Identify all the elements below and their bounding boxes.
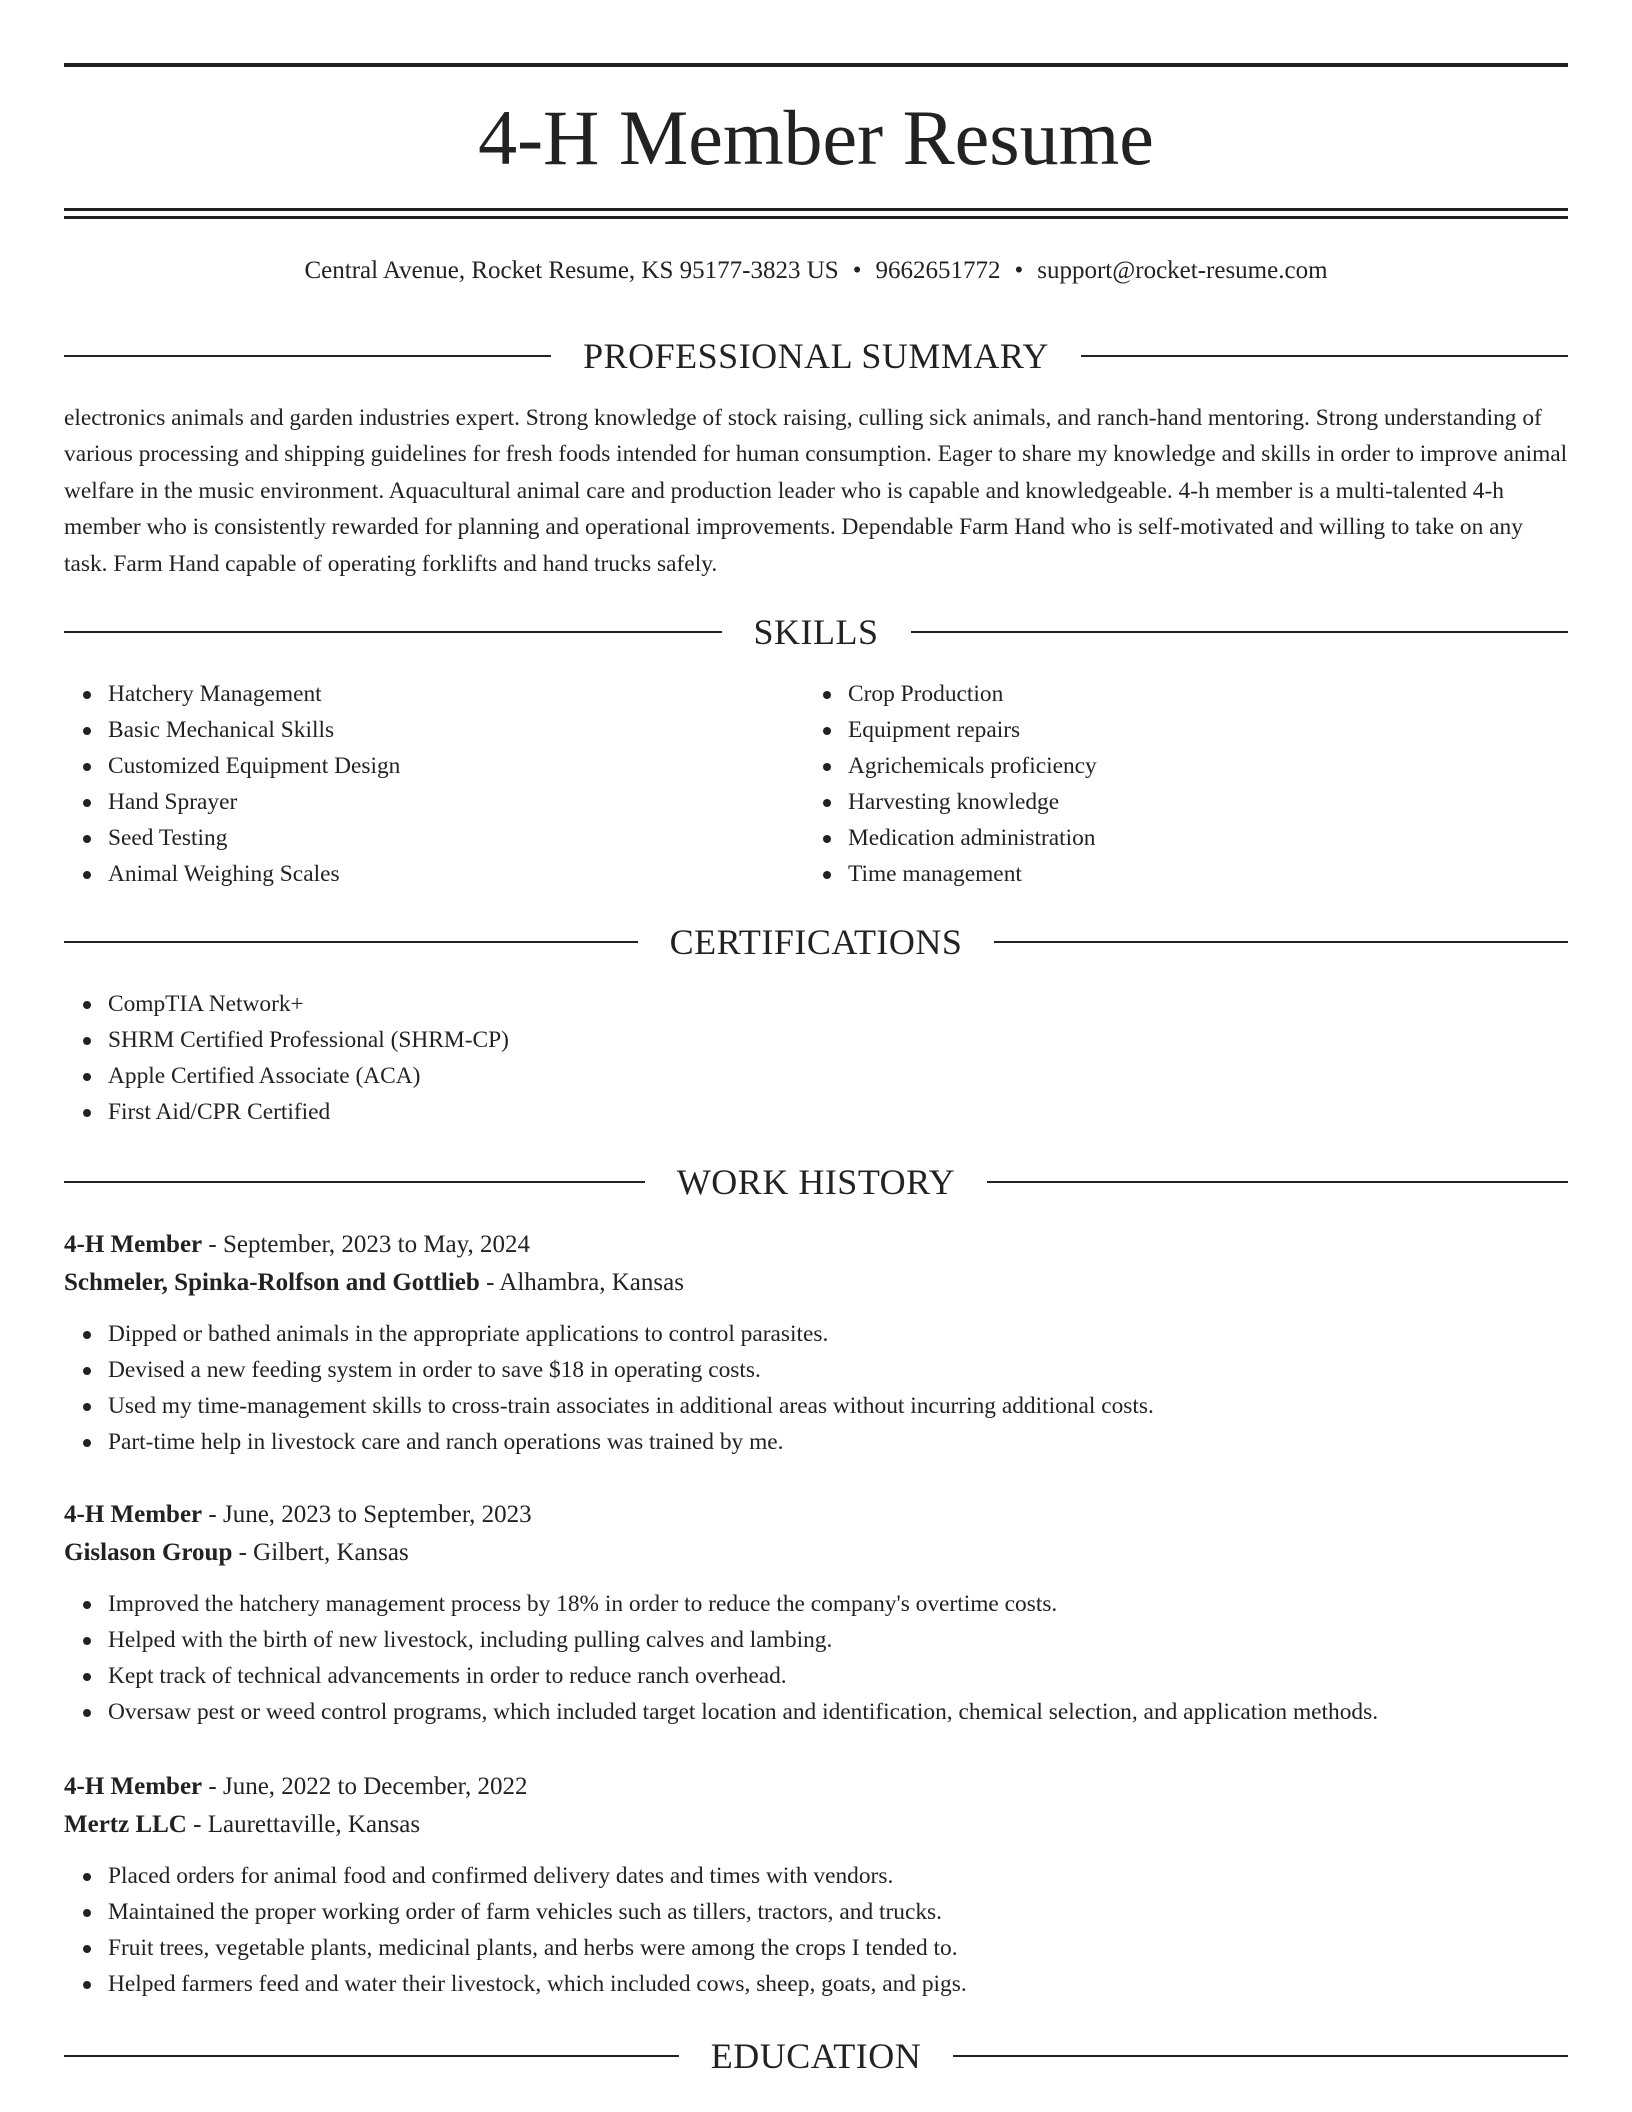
job-company: Gislason Group: [64, 1539, 233, 1566]
job-duty: Devised a new feeding system in order to save $18 in operating costs.: [108, 1352, 1568, 1388]
section-title-skills: SKILLS: [753, 612, 879, 652]
job-duty: Maintained the proper working order of farm vehicles such as tillers, tractors, and trucks.: [108, 1894, 1568, 1930]
job-duty: Part-time help in livestock care and ranch operations was trained by me.: [108, 1424, 1568, 1460]
job-company: Mertz LLC: [64, 1811, 187, 1838]
skill-item: Medication administration: [848, 820, 1612, 856]
section-rule-left: [64, 631, 722, 633]
job-duty: Helped with the birth of new livestock, including pulling calves and lambing.: [108, 1622, 1568, 1658]
job-location: - Gilbert, Kansas: [232, 1539, 409, 1566]
contact-address: Central Avenue, Rocket Resume, KS 95177-3823 US: [304, 257, 839, 284]
job-title-line: [64, 1226, 1568, 1264]
job-duty: Oversaw pest or weed control programs, which included target location and identification, chemical selection, and application methods.: [108, 1694, 1568, 1730]
job-title: 4-H Member: [64, 1501, 203, 1528]
certification-item: First Aid/CPR Certified: [108, 1094, 1612, 1130]
skills-list-right: [804, 676, 1612, 892]
skill-item: Animal Weighing Scales: [108, 856, 848, 892]
section-title-education: EDUCATION: [710, 2036, 922, 2076]
job-entry: [64, 1496, 1568, 1730]
certifications-list: [64, 986, 1612, 1130]
section-title-work-history: WORK HISTORY: [676, 1162, 956, 1202]
job-duties-list: [64, 1586, 1568, 1730]
job-duties-list: [64, 1858, 1568, 2002]
job-title-line: [64, 1496, 1568, 1534]
contact-separator: •: [1014, 257, 1024, 284]
skills-list-left: [64, 676, 848, 892]
skill-item: Customized Equipment Design: [108, 748, 848, 784]
job-duty: Kept track of technical advancements in order to reduce ranch overhead.: [108, 1658, 1568, 1694]
job-duty: Helped farmers feed and water their livestock, which included cows, sheep, goats, and pigs.: [108, 1966, 1568, 2002]
skill-item: Equipment repairs: [848, 712, 1612, 748]
resume-title: 4-H Member Resume: [478, 94, 1154, 181]
job-location: - Laurettaville, Kansas: [186, 1811, 421, 1838]
skill-item: Crop Production: [848, 676, 1612, 712]
certification-item: SHRM Certified Professional (SHRM-CP): [108, 1022, 1612, 1058]
skill-item: Hatchery Management: [108, 676, 848, 712]
contact-separator: •: [852, 257, 862, 284]
job-duty: Placed orders for animal food and confirmed delivery dates and times with vendors.: [108, 1858, 1568, 1894]
section-header-certifications: [64, 920, 1568, 964]
header-double-rule-lower: [64, 216, 1568, 219]
section-rule-left: [64, 1181, 645, 1183]
job-dates: - September, 2023 to May, 2024: [202, 1231, 531, 1258]
section-rule-right: [953, 2055, 1568, 2057]
section-header-work-history: [64, 1160, 1568, 1204]
contact-line: [64, 254, 1568, 288]
job-duties-list: [64, 1316, 1568, 1460]
job-entry: [64, 1226, 1568, 1460]
job-title: 4-H Member: [64, 1231, 203, 1258]
job-title-line: [64, 1768, 1568, 1806]
job-entry: [64, 1768, 1568, 2002]
header-top-rule: [64, 63, 1568, 67]
job-duty: Fruit trees, vegetable plants, medicinal plants, and herbs were among the crops I tended to.: [108, 1930, 1568, 1966]
certification-item: Apple Certified Associate (ACA): [108, 1058, 1612, 1094]
job-company: Schmeler, Spinka-Rolfson and Gottlieb: [64, 1269, 480, 1296]
summary-paragraph: electronics animals and garden industries expert. Strong knowledge of stock raising, culling sick animals, and ranch-hand mentoring. Strong understanding of various processing and shipping guidelines for fresh foods intended for human consumption. Eager to share my knowledge and skills in order to improve animal welfare in the music environment. Aquacultural animal care and production leader who is capable and knowledgeable. 4-h member is a multi-talented 4-h member who is consistently rewarded for planning and operational improvements. Dependable Farm Hand who is self-motivated and willing to take on any task. Farm Hand capable of operating forklifts and hand trucks safely.: [64, 405, 1568, 577]
job-dates: - June, 2023 to September, 2023: [202, 1501, 532, 1528]
section-title-summary: PROFESSIONAL SUMMARY: [583, 336, 1049, 376]
certification-item: CompTIA Network+: [108, 986, 1612, 1022]
section-rule-right: [994, 941, 1568, 943]
job-dates: - June, 2022 to December, 2022: [202, 1773, 528, 1800]
job-title: 4-H Member: [64, 1773, 203, 1800]
skill-item: Seed Testing: [108, 820, 848, 856]
skill-item: Harvesting knowledge: [848, 784, 1612, 820]
job-duty: Dipped or bathed animals in the appropriate applications to control parasites.: [108, 1316, 1568, 1352]
skill-item: Basic Mechanical Skills: [108, 712, 848, 748]
job-company-line: [64, 1264, 1568, 1302]
section-rule-left: [64, 941, 638, 943]
section-rule-right: [987, 1181, 1568, 1183]
header-double-rule-upper: [64, 208, 1568, 211]
section-rule-right: [1081, 355, 1568, 357]
section-title-certifications: CERTIFICATIONS: [669, 922, 963, 962]
section-header-skills: [64, 610, 1568, 654]
job-location: - Alhambra, Kansas: [479, 1269, 684, 1296]
section-rule-right: [911, 631, 1569, 633]
contact-email[interactable]: support@rocket-resume.com: [1037, 257, 1328, 284]
job-duty: Used my time-management skills to cross-train associates in additional areas without incurring additional costs.: [108, 1388, 1568, 1424]
skill-item: Hand Sprayer: [108, 784, 848, 820]
skill-item: Time management: [848, 856, 1612, 892]
section-rule-left: [64, 2055, 679, 2057]
job-company-line: [64, 1806, 1568, 1844]
skill-item: Agrichemicals proficiency: [848, 748, 1612, 784]
contact-phone: 9662651772: [875, 257, 1001, 284]
section-header-education: [64, 2034, 1568, 2078]
section-header-summary: [64, 334, 1568, 378]
section-rule-left: [64, 355, 551, 357]
job-duty: Improved the hatchery management process by 18% in order to reduce the company's overtime costs.: [108, 1586, 1568, 1622]
job-company-line: [64, 1534, 1568, 1572]
